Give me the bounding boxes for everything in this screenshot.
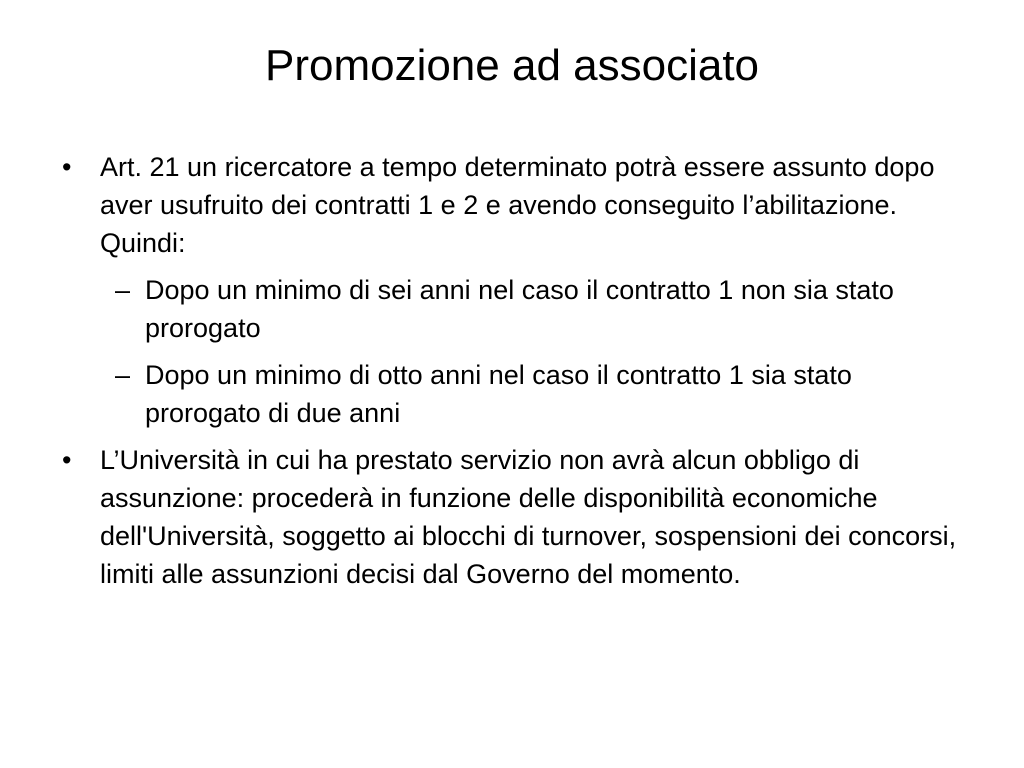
bullet-text: Art. 21 un ricercatore a tempo determinato potrà essere assunto dopo aver usufruito dei contratti 1 e 2 e avendo conseguito l’abilitazione. Quindi: xyxy=(100,152,935,258)
slide-title: Promozione ad associato xyxy=(264,41,760,90)
sub-bullet-text: Dopo un minimo di otto anni nel caso il contratto 1 sia stato prorogato di due anni xyxy=(145,360,852,428)
dash-marker: – xyxy=(115,360,131,390)
bullet-marker: • xyxy=(62,445,72,475)
sub-bullet-item-2 xyxy=(0,356,964,432)
bullet-item-2 xyxy=(0,441,1024,593)
sub-bullet-item-1 xyxy=(0,271,964,347)
bullet-text: L’Università in cui ha prestato servizio non avrà alcun obbligo di assunzione: procederà in funzione delle disponibilità economiche dell'Università, soggetto ai blocchi di turnover, sospensioni dei concorsi, limiti alle assunzioni decisi dal Governo del momento. xyxy=(100,445,957,589)
sub-bullet-list xyxy=(0,271,964,432)
bullet-item-1 xyxy=(0,148,1024,432)
bullet-list xyxy=(0,148,1024,602)
dash-marker: – xyxy=(115,275,131,305)
bullet-marker: • xyxy=(62,152,72,182)
sub-bullet-text: Dopo un minimo di sei anni nel caso il contratto 1 non sia stato prorogato xyxy=(145,275,894,343)
